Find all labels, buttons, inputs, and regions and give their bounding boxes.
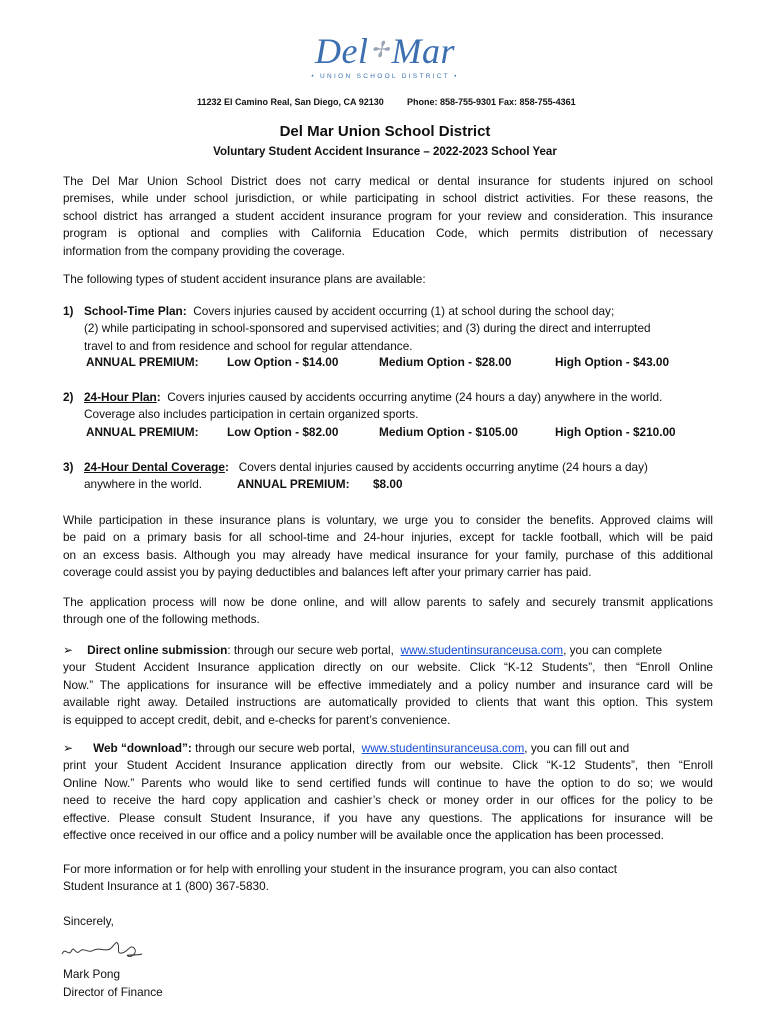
- method-title: Direct online submission: [87, 643, 228, 657]
- arrow-bullet-icon: ➢: [63, 643, 74, 657]
- process-paragraph: The application process will now be done online, and will allow parents to safely and securely transmit applications through one of the following methods.: [63, 595, 713, 627]
- bird-icon: ✢: [370, 37, 390, 62]
- plan-name: 24-Hour Dental Coverage: [84, 460, 225, 474]
- logo-word-right: Mar: [391, 31, 455, 71]
- portal-link[interactable]: www.studentinsuranceusa.com: [361, 741, 525, 755]
- intro-paragraph: The Del Mar Union School District does not carry medical or dental insurance for students injured on school premises, while under school jurisdiction, or while participating in school district activities. For these reasons, the school district has arranged a student accident insurance program for your review and consideration. This insurance program is optional and complies with California Education Code, which permits distribution of necessary information from the company providing the coverage.: [63, 174, 713, 258]
- method-title: Web “download”:: [93, 741, 192, 755]
- district-logo: [300, 30, 470, 86]
- premium-price: $8.00: [373, 477, 403, 491]
- plan-name: 24-Hour Plan: [84, 390, 157, 404]
- plans-intro: The following types of student accident insurance plans are available:: [63, 272, 426, 286]
- plan-number: 2): [63, 390, 74, 404]
- logo-subtext: • UNION SCHOOL DISTRICT •: [311, 73, 459, 80]
- premium-low: Low Option - $82.00: [227, 425, 339, 439]
- method-web-download: ➢ Web “download”: through our secure web portal, www.studentinsuranceusa.com, you can fill out and print your Student Accident Insurance application directly from our website. Click “K-12 Students”, then “Enroll Online Now.” Parents who would like to send certified funds will continue to have the option to do so; we would need to receive the hard copy application and cashier’s check or money order in our offices for the policy to be effective. Please consult Student Insurance, if you have any questions. The applications for insurance will be effective once received in our office and a policy number will be available once the application has been processed.: [63, 741, 713, 843]
- premium-high: High Option - $210.00: [555, 425, 676, 439]
- signer-name: Mark Pong: [63, 967, 121, 981]
- premium-label: ANNUAL PREMIUM:: [237, 477, 350, 491]
- benefits-paragraph: While participation in these insurance plans is voluntary, we urge you to consider the benefits. Approved claims will be paid on a primary basis for all school-time and 24-hour injuries, except for tackle football, which will be paid on an excess basis. Although you may already have medical insurance for your family, purchase of this additional coverage could assist you by paying deductibles and balances left after your primary carrier has paid.: [63, 513, 713, 580]
- district-address: 11232 El Camino Real, San Diego, CA 92130: [197, 97, 384, 107]
- premium-label: ANNUAL PREMIUM:: [86, 425, 199, 439]
- signer-title: Director of Finance: [63, 985, 163, 999]
- logo-word-left: Del: [315, 31, 369, 71]
- premium-low: Low Option - $14.00: [227, 355, 339, 369]
- plan-name: School-Time Plan:: [84, 304, 187, 318]
- arrow-bullet-icon: ➢: [63, 741, 74, 755]
- premium-medium: Medium Option - $28.00: [379, 355, 512, 369]
- plan-number: 1): [63, 304, 74, 318]
- signature-image: [58, 932, 148, 968]
- premium-high: High Option - $43.00: [555, 355, 670, 369]
- premium-label: ANNUAL PREMIUM:: [86, 355, 199, 369]
- method-direct-online: ➢ Direct online submission: through our secure web portal, www.studentinsuranceusa.com, you can complete your Student Accident Insurance application directly on our website. Click “K-12 Students”, then “Enroll Online Now.” The applications for insurance will be effective immediately and a policy number and insurance card will be available right away. Detailed instructions are automatically provided to clients that want this option. This system is equipped to accept credit, debit, and e-checks for parent’s convenience.: [63, 643, 713, 727]
- letter-page: Del✢Mar • UNION SCHOOL DISTRICT • 11232 El Camino Real, San Diego, CA 92130 Phone: 858-755-9301 Fax: 858-755-4361 Del Mar Union School District Voluntary Student Accident Insurance – 2022-2023 School Year The Del Mar Union School District does not carry medical or dental insurance for students injured on school premises, while under school jurisdiction, or while participating in school district activities. For these reasons, the school district has arranged a student accident insurance program for your review and consideration. This insurance program is optional and complies with California Education Code, which permits distribution of necessary information from the company providing the coverage. The following types of student accident insurance plans are available: 1) School-Time Plan: Covers injuries caused by accident occurring (1) at school during the school day; (2) while participating in school-sponsored and supervised activities; and (3) during the direct and interrupted travel to and from residence and school for regular attendance. ANNUAL PREMIUM: Low Option - $14.00 Medium Option - $28.00 High Option - $43.00 2) 24-Hour Plan: Covers injuries caused by accidents occurring anytime (24 hours a day) anywhere in the world. Coverage also includes participation in certain organized sports. ANNUAL PREMIUM: Low Option - $82.00 Medium Option - $105.00 High Option - $210.00 3) 24-Hour Dental Coverage: Covers dental injuries caused by accidents occurring anytime (24 hours a day) anywhere in the world. ANNUAL PREMIUM: $8.00 While participation in these insurance plans is voluntary, we urge you to consider the benefits. Approved claims will be paid on a primary basis for all school-time and 24-hour injuries, except for tackle football, which will be paid on an excess basis. Although you may already have medical insurance for your family, purchase of this additional coverage could assist you by paying deductibles and balances left after your primary carrier has paid. The application process will now be done online, and will allow parents to safely and securely transmit applications through one of the following methods. ➢ Direct online submission: through our secure web portal, www.studentinsuranceusa.com, you can complete your Student Accident Insurance application directly on our website. Click “K-12 Students”, then “Enroll Online Now.” The applications for insurance will be effective immediately and a policy number and insurance card will be available right away. Detailed instructions are automatically provided to clients that want this option. This system is equipped to accept credit, debit, and e-checks for parent’s convenience. ➢ Web “download”: through our secure web portal, www.studentinsuranceusa.com, you can fill out and print your Student Accident Insurance application directly from our website. Click “K-12 Students”, then “Enroll Online Now.” Parents who would like to send certified funds will continue to have the option to do so; we would need to receive the hard copy application and cashier’s check or money order in our offices for the policy to be effective. Please consult Student Insurance, if you have any questions. The applications for insurance will be effective once received in our office and a policy number will be available once the application has been processed. For more information or for help with enrolling your student in the insurance program, you can also contact Student Insurance at 1 (800) 367-5830. Sincerely, Mark Pong Director of Finance: [0, 0, 770, 1024]
- page-subtitle: Voluntary Student Accident Insurance – 2022-2023 School Year: [213, 146, 557, 158]
- contact-paragraph: For more information or for help with enrolling your student in the insurance program, you can also contact Student Insurance at 1 (800) 367-5830.: [63, 862, 618, 894]
- district-phone-fax: Phone: 858-755-9301 Fax: 858-755-4361: [407, 97, 576, 107]
- plan-number: 3): [63, 460, 74, 474]
- portal-link[interactable]: www.studentinsuranceusa.com: [400, 643, 564, 657]
- closing: Sincerely,: [63, 914, 114, 928]
- premium-medium: Medium Option - $105.00: [379, 425, 518, 439]
- page-title: Del Mar Union School District: [279, 123, 491, 140]
